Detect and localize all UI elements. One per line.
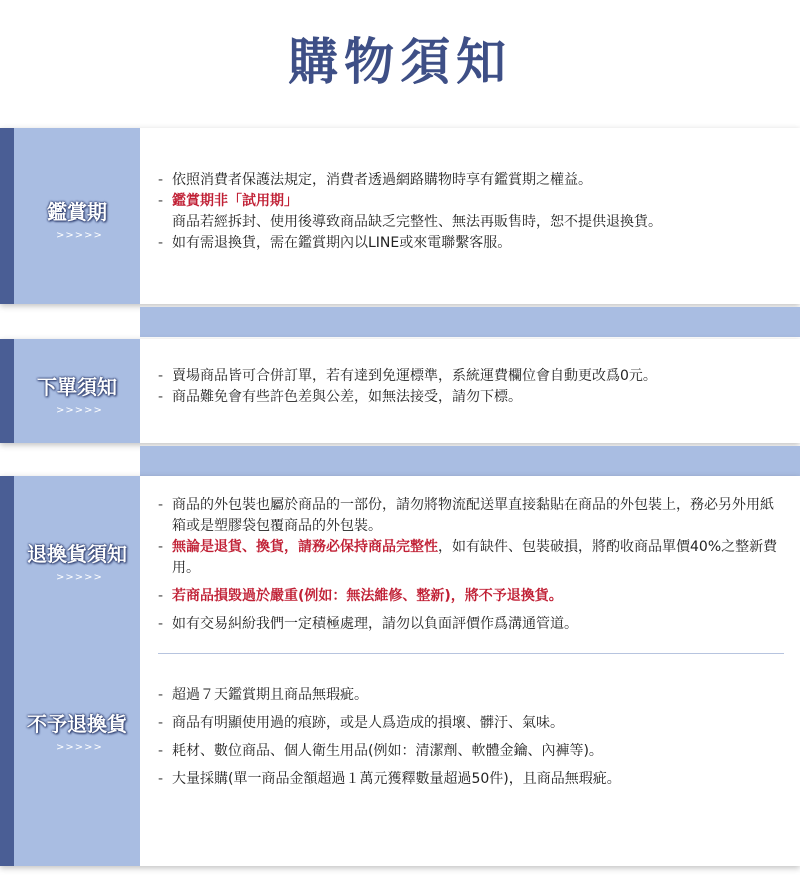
list-item: - 商品有明顯使用過的痕跡，或是人爲造成的損壞、髒汙、氣味。 <box>158 713 786 734</box>
section-content <box>158 366 786 408</box>
arrows-decoration: >>>>> <box>56 405 103 416</box>
list-item: - 賣場商品皆可合併訂單，若有達到免運標準，系統運費欄位會自動更改爲0元。 <box>158 366 786 387</box>
section-label-panel <box>14 339 140 443</box>
list-item: - 商品的外包裝也屬於商品的一部份，請勿將物流配送單直接黏貼在商品的外包裝上，務必另外用紙箱或是塑膠袋包覆商品的外包裝。 <box>158 495 786 537</box>
section-title: 下單須知 <box>37 375 117 399</box>
separator-band <box>140 446 800 476</box>
arrows-decoration: >>>>> <box>56 572 103 583</box>
page-title: 購物須知 <box>288 33 512 91</box>
section-title-no-return: 不予退換貨 <box>27 712 127 736</box>
arrows-decoration: >>>>> <box>56 742 103 753</box>
list-item: - 大量採購(單一商品金額超過１萬元獲釋數量超過50件)，且商品無瑕疵。 <box>158 769 786 790</box>
list-item: - 超過７天鑑賞期且商品無瑕疵。 <box>158 685 786 706</box>
list-item-continuation: 商品若經拆封、使用後導致商品缺乏完整性、無法再販售時，恕不提供退換貨。 <box>172 214 662 230</box>
list-item: - 商品難免會有些許色差與公差，如無法接受，請勿下標。 <box>158 387 786 408</box>
section-content <box>158 170 786 254</box>
section-divider <box>158 653 784 654</box>
section-content <box>158 495 786 635</box>
list-item <box>158 586 786 607</box>
section-title: 鑑賞期 <box>47 200 107 224</box>
separator-band <box>140 307 800 337</box>
highlight-text: 無論是退貨、換貨，請務必保持商品完整性 <box>172 539 438 555</box>
section-returns <box>0 476 800 866</box>
section-content-no-return <box>158 685 786 790</box>
section-edge <box>0 476 14 866</box>
list-item: - 如有交易糾紛我們一定積極處理，請勿以負面評價作爲溝通管道。 <box>158 614 786 635</box>
section-ordering <box>0 339 800 443</box>
section-label-panel <box>14 476 140 866</box>
arrows-decoration: >>>>> <box>56 230 103 241</box>
list-item <box>158 191 786 233</box>
highlight-text: 若商品損毀過於嚴重(例如：無法維修、整新)，將不予退換貨。 <box>172 588 563 604</box>
section-title: 退換貨須知 <box>27 542 127 566</box>
list-item <box>158 537 786 579</box>
list-item-continuation: ，如有缺件、包裝破損，將酌收商品單價40%之整新費用。 <box>172 539 778 576</box>
list-item: - 如有需退換貨，需在鑑賞期內以LINE或來電聯繫客服。 <box>158 233 786 254</box>
list-item: - 依照消費者保護法規定，消費者透過網路購物時享有鑑賞期之權益。 <box>158 170 786 191</box>
list-item: - 耗材、數位商品、個人衛生用品(例如：清潔劑、軟體金鑰、內褲等)。 <box>158 741 786 762</box>
highlight-text: 鑑賞期非「試用期」 <box>172 193 298 209</box>
section-appreciation <box>0 128 800 304</box>
section-label-panel <box>14 128 140 304</box>
